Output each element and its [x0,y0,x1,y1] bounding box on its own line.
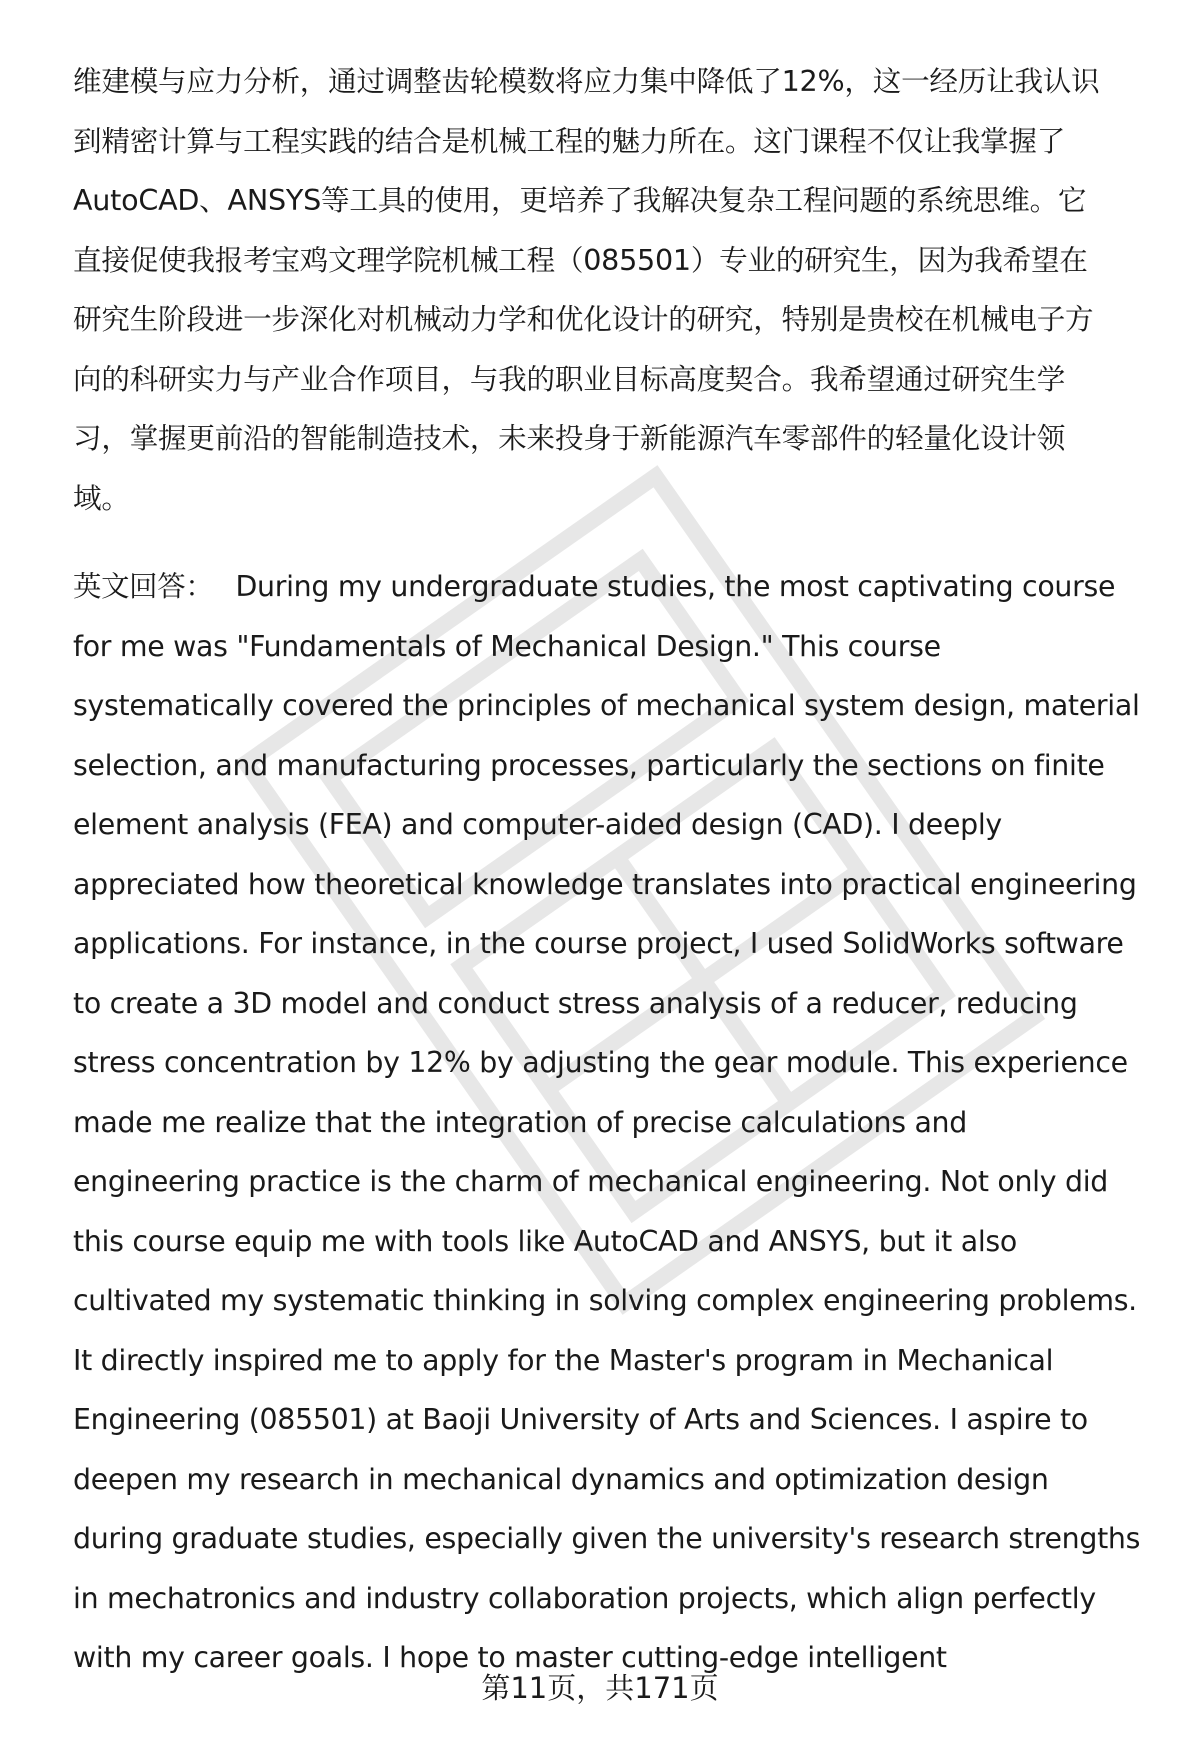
english-line: cultivated my systematic thinking in solving complex engineering problems. [73,1284,1137,1317]
english-line: made me realize that the integration of precise calculations and [73,1105,967,1139]
english-line: appreciated how theoretical knowledge translates into practical engineering [73,867,1137,901]
page-number-footer: 第11页，共171页 [481,1671,719,1705]
chinese-line: 域。 [73,480,130,515]
english-first-line [73,557,1163,617]
english-line: during graduate studies, especially given the university's research strengths [73,1522,1141,1555]
english-line: deepen my research in mechanical dynamics and optimization design [73,1462,1049,1496]
chinese-answer-paragraph [73,52,1163,528]
english-line: Engineering (085501) at Baoji University of Arts and Sciences. I aspire to [73,1403,1088,1436]
english-line: element analysis (FEA) and computer-aided design (CAD). I deeply [73,808,1002,841]
english-line: selection, and manufacturing processes, particularly the sections on finite [73,748,1105,782]
english-line: engineering practice is the charm of mechanical engineering. Not only did [73,1165,1109,1198]
chinese-line: 直接促使我报考宝鸡文理学院机械工程（085501）专业的研究生，因为我希望在 [73,242,1088,277]
english-line: It directly inspired me to apply for the Master's program in Mechanical [73,1343,1054,1377]
chinese-line: 习，掌握更前沿的智能制造技术，未来投身于新能源汽车零部件的轻量化设计领 [73,421,1066,455]
english-line: stress concentration by 12% by adjusting the gear module. This experience [73,1046,1128,1079]
english-line: systematically covered the principles of mechanical system design, material [73,689,1140,722]
chinese-line: 研究生阶段进一步深化对机械动力学和优化设计的研究，特别是贵校在机械电子方 [73,302,1094,336]
english-line: in mechatronics and industry collaboration projects, which align perfectly [73,1581,1096,1615]
english-line: for me was "Fundamentals of Mechanical Design." This course [73,629,941,663]
english-line: to create a 3D model and conduct stress analysis of a reducer, reducing [73,986,1078,1020]
english-answer-paragraph [73,557,1163,1688]
english-line: applications. For instance, in the course project, I used SolidWorks software [73,927,1124,960]
english-line: During my undergraduate studies, the most captivating course [235,570,1116,603]
english-line: this course equip me with tools like AutoCAD and ANSYS, but it also [73,1224,1017,1258]
chinese-line: 维建模与应力分析，通过调整齿轮模数将应力集中降低了12%，这一经历让我认识 [73,64,1100,98]
chinese-line: AutoCAD、ANSYS等工具的使用，更培养了我解决复杂工程问题的系统思维。它 [73,183,1087,217]
chinese-line: 到精密计算与工程实践的结合是机械工程的魅力所在。这门课程不仅让我掌握了 [73,123,1066,158]
chinese-line: 向的科研实力与产业合作项目，与我的职业目标高度契合。我希望通过研究生学 [73,361,1066,396]
english-answer-label: 英文回答： [73,570,214,603]
english-line: with my career goals. I hope to master cutting-edge intelligent [73,1641,947,1674]
